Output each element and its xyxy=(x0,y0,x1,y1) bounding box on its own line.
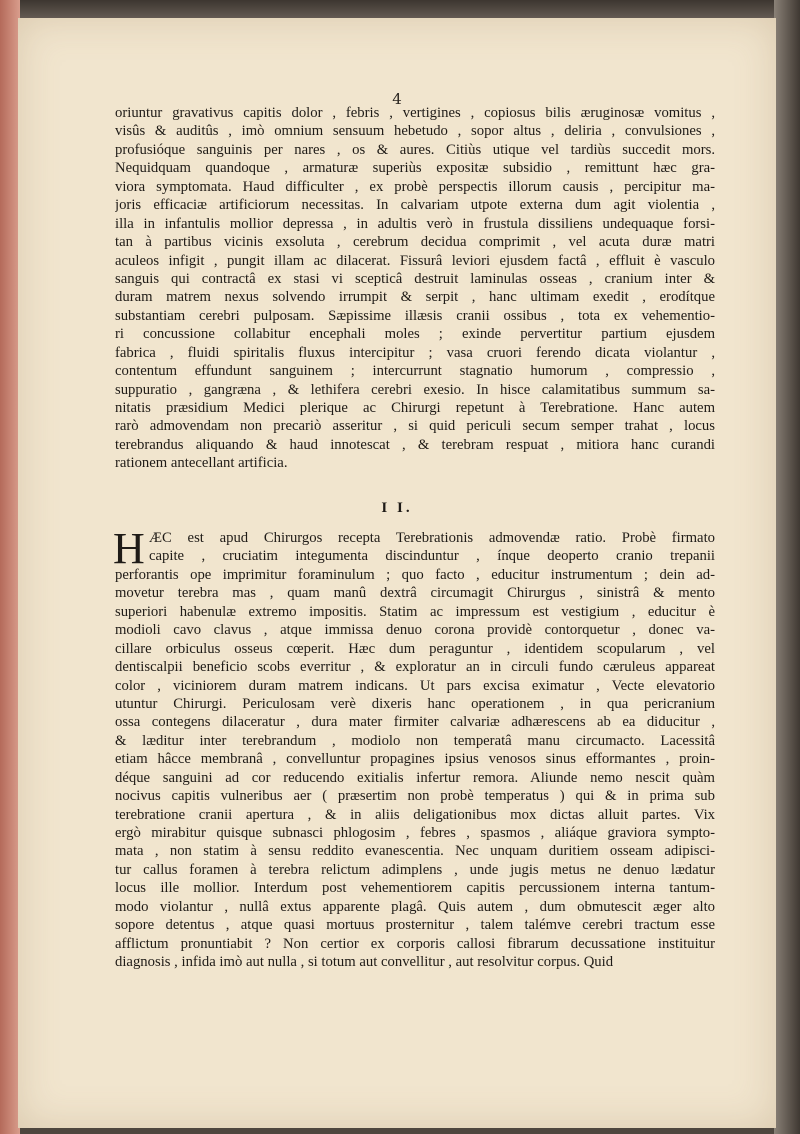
text-line: utuntur Chirurgi. Periculosam verè dixeris hanc operationem , in qua pericranium xyxy=(115,695,715,712)
text-line: ri concussione collabitur encephali moles ; exinde pervertitur partium ejusdem xyxy=(115,326,715,343)
text-line: & læditur inter terebrandum , modiolo non temperatâ manu circumacto. Lacessitâ xyxy=(115,732,715,749)
text-line: viora symptomata. Haud difficulter , ex probè perspectis illorum causis , percipitur ma- xyxy=(115,178,715,195)
text-line: capite , cruciatim integumenta discinduntur , ínque deoperto cranio trepanii xyxy=(149,548,715,565)
text-line: perforantis ope imprimitur foraminulum ; quo facto , educitur instrumentum ; dein ad- xyxy=(115,566,715,583)
text-line: cillare orbiculus osseus cœperit. Hæc dum peraguntur , identidem scopularum , vel xyxy=(115,640,715,657)
text-line: oriuntur gravativus capitis dolor , febris , vertigines , copiosus bilis æruginosæ vomitus , xyxy=(115,105,715,121)
text-line: sanguis qui contractâ ex stasi vi scepticâ destruit laminulas osseas , cranium inter & xyxy=(115,270,715,287)
text-line: visûs & auditûs , imò omnium sensuum hebetudo , sopor altus , deliria , convulsiones , xyxy=(115,123,715,140)
text-line: fabrica , fluidi spiritalis fluxus intercipitur ; vasa cruori ferendo dicata violantur , xyxy=(115,344,715,361)
book-left-edge xyxy=(0,0,20,1134)
text-line: ergò mirabitur quisque subnasci phlogosim , febres , spasmos , aliáque graviora sympto- xyxy=(115,825,715,841)
text-line: tur callus foramen à terebra relictum adimplens , unde jugis metus ne denuo lædatur xyxy=(115,861,715,878)
text-line: suppuratio , gangræna , & lethifera cerebri exesio. In hisce calamitatibus summum sa- xyxy=(115,381,715,398)
text-line: profusióque sanguinis per nares , os & aures. Citiùs utique vel tardiùs succedit mors. xyxy=(115,141,715,158)
paragraph-2 xyxy=(113,524,715,972)
text-line: afflictum pronuntiabit ? Non certior ex corporis callosi fibrarum decussatione instituitur xyxy=(115,935,715,952)
text-line: etiam hâcce membranâ , convelluntur propagines ipsius venosos sinus efformantes , proin- xyxy=(115,751,715,768)
text-line: déque sanguini ad cor reducendo exitialis infertur remora. Aliunde nemo nescit quàm xyxy=(115,769,715,786)
text-line: duram matrem nexus solvendo irrumpit & serpit , hanc ultimam exedit , erodítque xyxy=(115,289,715,306)
drop-cap: H xyxy=(113,524,145,573)
text-line: superiori habenulæ extremo impositis. Statim ac impressum est vestigium , educitur è xyxy=(115,603,715,620)
paragraph-1 xyxy=(115,104,715,473)
text-line: rarò admovendam non precariò asseritur , si quid periculi secum semper trahat , locus xyxy=(115,418,715,435)
text-line: terebrandus aliquando & haud innotescat , & terebram respuat , mitiora hanc curandi xyxy=(115,436,715,453)
text-line: nocivus capitis vulneribus aer ( præsertim non probè temperatus ) qui & in prima sub xyxy=(115,788,715,805)
text-line: Nequidquam quandoque , armaturæ superiùs expositæ subsidio , remittunt hæc gra- xyxy=(115,160,715,177)
paragraph-1-text xyxy=(115,104,715,473)
text-line: mata , non statim à sensu reddito evanescentia. Nec unquam duritiem osseam adipisci- xyxy=(115,843,715,860)
text-line: sopore detentus , atque quasi mortuus prosternitur , talem talémve cerebri tractum esse xyxy=(115,917,715,934)
text-line: diagnosis , infida imò aut nulla , si totum aut convellitur , aut resolvitur corpus. Quid xyxy=(115,954,614,971)
text-line: nitatis præsidium Medici plerique ac Chirurgi repetunt à Terebratione. Hanc autem xyxy=(115,400,715,416)
text-line: locus ille mollior. Interdum post vehementiorem capitis percussionem interna tantum- xyxy=(115,880,715,897)
text-line: contentum effundunt sanguinem ; intercurrunt stagnatio humorum , compressio , xyxy=(115,363,715,380)
text-line: ÆC est apud Chirurgos recepta Terebrationis admovendæ ratio. Probè firmato xyxy=(149,530,715,546)
text-line: aculeos infigit , pungit illam ac dilacerat. Fissurâ leviori ejusdem factâ , effluit è vasculo xyxy=(115,252,715,269)
page-number: 4 xyxy=(392,90,402,108)
text-line: substantiam cerebri pulposam. Sæpissime illæsis cranii ossibus , tota ex vehementio- xyxy=(115,307,715,324)
text-line: color , viciniorem duram matrem indicans. Ut pars excisa eximatur , Vecte elevatorio xyxy=(115,677,715,694)
book-page xyxy=(18,18,776,1128)
text-line: ossa contegens dilaceratur , dura mater firmiter calvariæ adhærescens ab ea diducitur , xyxy=(115,714,715,731)
text-line: modioli cavo clavus , atque immissa denuo corona providè contorquetur , donec va- xyxy=(115,622,715,639)
text-line: dentiscalpii beneficio scobs everritur , & exploratur an in circuli fundo cæruleus appareat xyxy=(115,659,715,676)
text-line: movetur terebra mas , quam manû dextrâ circumagit Chirurgus , sinistrâ & mento xyxy=(115,585,715,602)
text-line: terebratione cranii apertura , & in aliis deligationibus mox dictas alluit partes. Vix xyxy=(115,806,715,823)
text-line: tan à partibus vicinis exsoluta , cerebrum decidua comprimit , vel acuta duræ matri xyxy=(115,234,715,251)
section-heading: I I. xyxy=(381,500,413,516)
text-line: joris efficaciæ artificiorum necessitas. In calvariam utpote externa dum agit violentia , xyxy=(115,197,715,214)
text-line: modo violantur , nullâ extus apparente plagâ. Quis autem , dum obmutescit æger alto xyxy=(115,898,715,915)
book-right-edge xyxy=(774,0,800,1134)
paragraph-2-text xyxy=(113,524,715,972)
text-line: rationem antecellant artificia. xyxy=(115,455,288,472)
text-line: illa in infantulis mollior depressa , in adultis verò in frustula dissiliens undequaque forsi- xyxy=(115,215,715,232)
